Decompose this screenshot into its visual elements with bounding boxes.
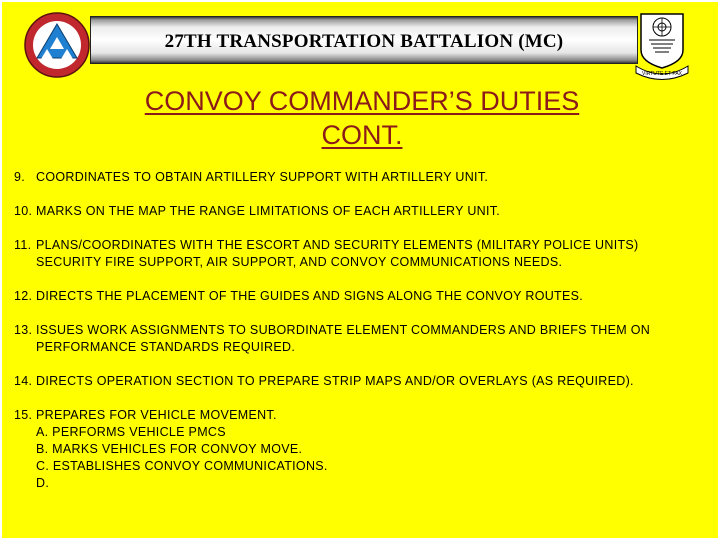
title-line-2: CONT. [321,120,403,150]
item-text: ISSUES WORK ASSIGNMENTS TO SUBORDINATE ELEMENT COMMANDERS AND BRIEFS THEM ON [36,323,651,337]
item-number: 9. [14,170,26,184]
title-line-1: CONVOY COMMANDER’S DUTIES [144,86,580,116]
item-text: MARKS ON THE MAP THE RANGE LIMITATIONS OF EACH ARTILLERY UNIT. [36,204,501,218]
list-item [14,407,714,492]
duties-list [14,169,714,492]
battalion-logo-icon [22,10,92,80]
item-text: SECURITY FIRE SUPPORT, AIR SUPPORT, AND CONVOY COMMUNICATIONS NEEDS. [36,255,563,269]
sub-item-d: D. [36,476,50,490]
item-number: 12. [14,289,33,303]
list-item [14,322,714,356]
slide [2,2,718,538]
list-item [14,203,714,220]
unit-seal-icon [633,10,691,80]
list-item [14,169,714,186]
list-item [14,288,714,305]
sub-item-c: C. ESTABLISHES CONVOY COMMUNICATIONS. [36,459,328,473]
item-number: 10. [14,204,33,218]
item-number: 15. [14,408,33,422]
battalion-title: 27TH TRANSPORTATION BATTALION (MC) [164,31,564,52]
item-text: DIRECTS THE PLACEMENT OF THE GUIDES AND SIGNS ALONG THE CONVOY ROUTES. [36,289,584,303]
item-text: PREPARES FOR VEHICLE MOVEMENT. [36,408,277,422]
item-text: PLANS/COORDINATES WITH THE ESCORT AND SECURITY ELEMENTS (MILITARY POLICE UNITS) [36,238,639,252]
list-item [14,373,714,390]
seal-motto: VIRTUTE ET PAX [641,71,683,77]
item-number: 14. [14,374,33,388]
item-number: 13. [14,323,33,337]
page-title [62,84,662,152]
item-number: 11. [14,238,32,252]
item-text: DIRECTS OPERATION SECTION TO PREPARE STRIP MAPS AND/OR OVERLAYS (AS REQUIRED). [36,374,634,388]
sub-item-b: B. MARKS VEHICLES FOR CONVOY MOVE. [36,442,303,456]
header-banner [90,16,638,64]
list-item [14,237,714,271]
sub-item-a: A. PERFORMS VEHICLE PMCS [36,425,226,439]
item-text: COORDINATES TO OBTAIN ARTILLERY SUPPORT WITH ARTILLERY UNIT. [36,170,489,184]
item-text: PERFORMANCE STANDARDS REQUIRED. [36,340,296,354]
